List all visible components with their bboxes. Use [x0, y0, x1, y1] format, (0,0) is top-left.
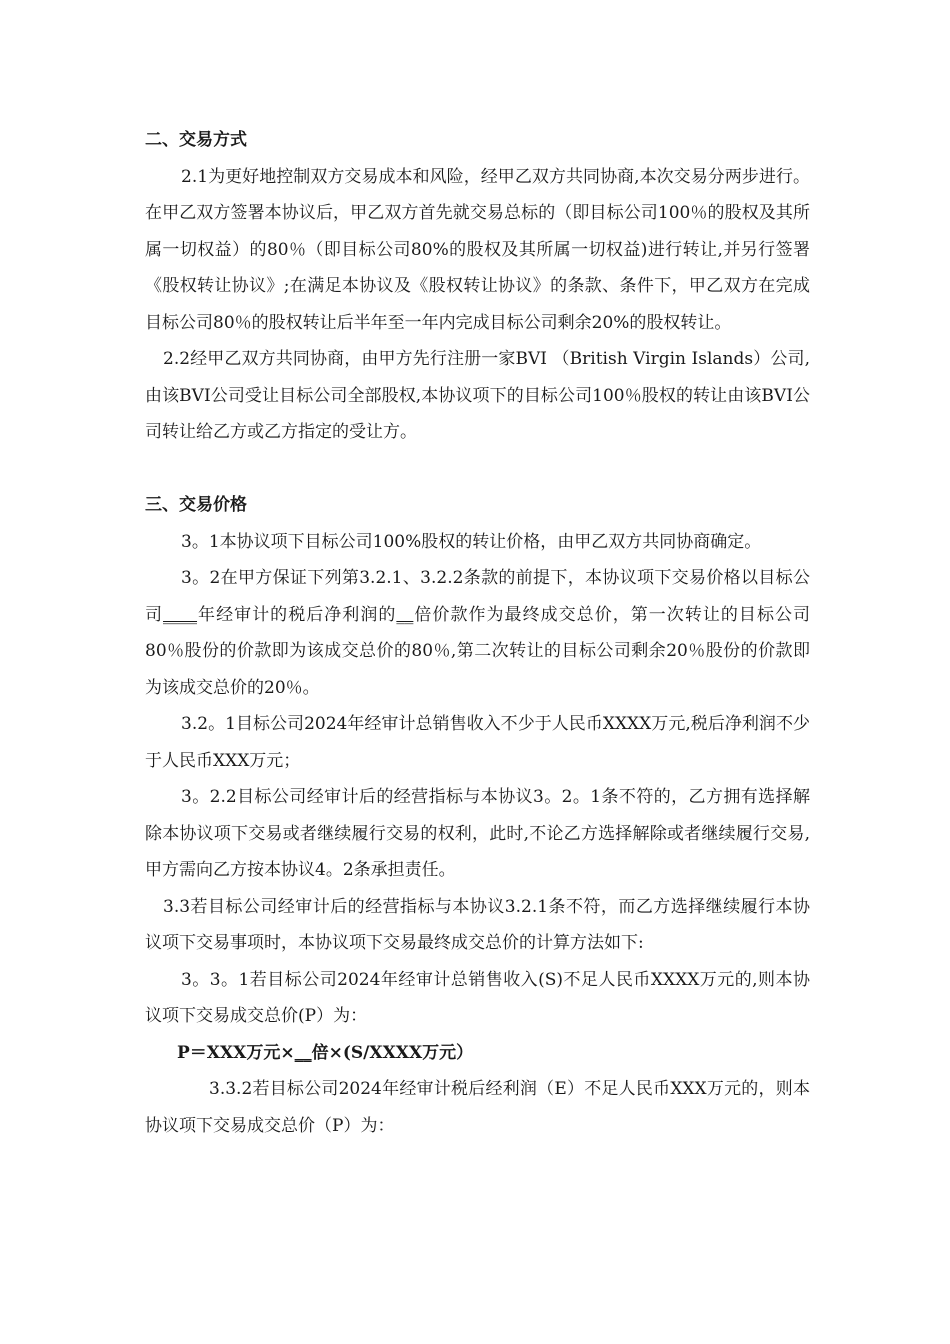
formula-blank: __ [294, 1042, 312, 1063]
clause-3-3-2: 3.3.2若目标公司2024年经审计税后经利润（E）不足人民币XXX万元的，则本协议项下交易成交总价（P）为： [145, 1079, 810, 1136]
formula-part-a: P＝XXX万元× [177, 1042, 295, 1063]
blank-multiple: __ [396, 604, 414, 625]
clause-3-2-part-b: 年经审计的税后净利润的 [197, 604, 397, 625]
clause-3-1: 3。1本协议项下目标公司100%股权的转让价格，由甲乙双方共同协商确定。 [181, 531, 762, 552]
clause-3-3-1: 3。3。1若目标公司2024年经审计总销售收入(S)不足人民币XXXX万元的,则本协议项下交易成交总价(P）为： [145, 969, 810, 1026]
clause-3-2-1: 3.2。1目标公司2024年经审计总销售收入不少于人民币XXXX万元,税后净利润不少于人民币XXX万元； [145, 714, 810, 771]
blank-year: ____ [163, 604, 198, 625]
clause-3-2-2: 3。2.2目标公司经审计后的经营指标与本协议3。2。1条不符的，乙方拥有选择解除本协议项下交易或者继续履行交易的权利，此时,不论乙方选择解除或者继续履行交易,甲方需向乙方按本协议4。2条承担责任。 [145, 787, 810, 880]
clause-2-1: 2.1为更好地控制双方交易成本和风险，经甲乙双方共同协商,本次交易分两步进行。在甲乙双方签署本协议后，甲乙双方首先就交易总标的（即目标公司100％的股权及其所属一切权益）的80％（即目标公司80%的股权及其所属一切权益)进行转让,并另行签署《股权转让协议》;在满足本协议及《股权转让协议》的条款、条件下，甲乙双方在完成目标公司80％的股权转让后半年至一年内完成目标公司剩余20%的股权转让。 [145, 166, 810, 333]
clause-3-2-part-a: 3。2在甲方保证下列第3.2.1、3.2.2条款的前提下，本协议项下交易价格以目标公司 [145, 568, 810, 625]
clause-3-2 [145, 560, 810, 706]
clause-2-2: 2.2经甲乙双方共同协商，由甲方先行注册一家BVI （British Virgin Islands）公司,由该BVI公司受让目标公司全部股权,本协议项下的目标公司100％股权的转让由该BVI公司转让给乙方或乙方指定的受让方。 [145, 349, 810, 442]
clause-3-2-part-c: 倍价款作为最终成交总价，第一次转让的目标公司80％股份的价款即为该成交总价的80％,第二次转让的目标公司剩余20％股份的价款即为该成交总价的20％。 [145, 604, 811, 698]
document-body [145, 122, 810, 1144]
price-formula [145, 1035, 810, 1072]
formula-part-b: 倍×(S/XXXX万元） [311, 1042, 474, 1063]
clause-3-3: 3.3若目标公司经审计后的经营指标与本协议3.2.1条不符，而乙方选择继续履行本协议项下交易事项时，本协议项下交易最终成交总价的计算方法如下: [145, 896, 810, 953]
section-heading-transaction-price: 三、交易价格 [145, 495, 247, 515]
section-spacer [145, 451, 810, 488]
section-heading-transaction-method: 二、交易方式 [145, 130, 247, 150]
